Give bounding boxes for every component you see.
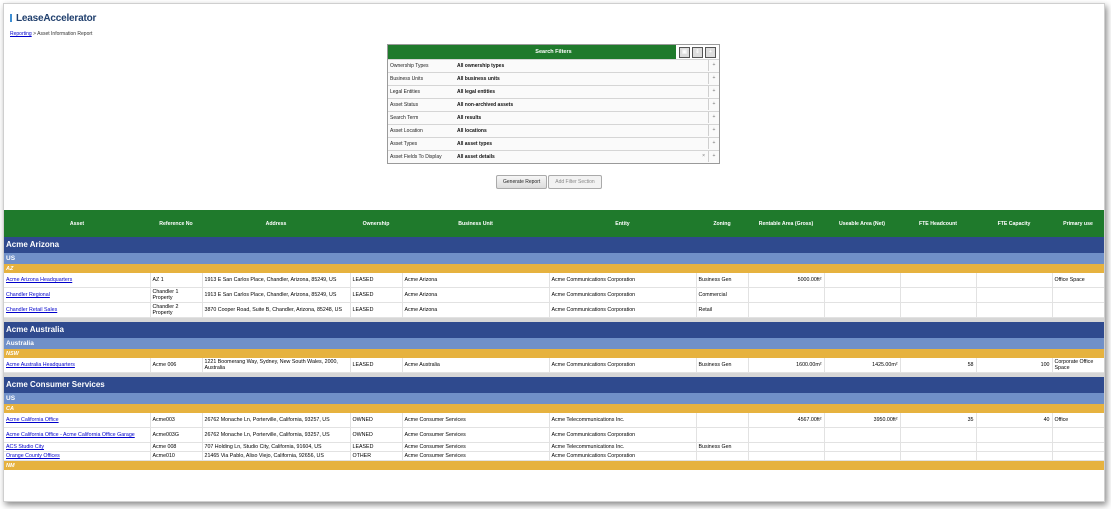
cell-useable [824,452,900,461]
cell-asset [4,273,150,288]
table-row[interactable] [4,428,1104,443]
group-region: NSW [4,349,1104,358]
filter-value: All legal entities [457,89,496,95]
cell-use: Office Space [1052,273,1104,288]
cell-use [1052,452,1104,461]
group-region: CA [4,404,1104,413]
column-header[interactable]: Useable Area (Net) [824,210,900,237]
table-row[interactable] [4,452,1104,461]
load-icon[interactable]: ⇩ [692,47,703,58]
group-region: AZ [4,264,1104,273]
cell-useable [824,273,900,288]
cell-entity: Acme Communications Corporation [549,273,696,288]
cell-asset [4,413,150,428]
table-header-row [4,210,1104,237]
column-header[interactable]: Business Unit [402,210,549,237]
filter-tools [676,45,719,59]
cell-entity: Acme Telecommunications Inc. [549,443,696,452]
cell-entity: Acme Communications Corporation [549,452,696,461]
cell-capacity [976,428,1052,443]
cell-asset [4,358,150,373]
column-header[interactable]: Address [202,210,350,237]
cell-ownership: OWNED [350,428,402,443]
cell-rentable [748,443,824,452]
cell-zoning [696,413,748,428]
asset-link[interactable]: ACS Studio City [6,444,44,450]
filter-row[interactable] [388,137,719,150]
cell-rentable: 1600.00m² [748,358,824,373]
expand-icon[interactable]: + [708,112,719,123]
cell-use: Corporate Office Space [1052,358,1104,373]
column-header[interactable]: FTE Headcount [900,210,976,237]
filter-label: Asset Location [390,128,423,134]
cell-zoning: Business Gen [696,443,748,452]
asset-link[interactable]: Chandler Retail Sales [6,307,58,313]
cell-headcount [900,303,976,318]
filter-value: All results [457,115,482,121]
cell-headcount: 35 [900,413,976,428]
breadcrumb [10,31,92,37]
column-header[interactable]: Reference No [150,210,202,237]
group-region: NM [4,461,1104,471]
group-row-region [4,404,1104,413]
cell-zoning [696,428,748,443]
group-row-country [4,338,1104,349]
cell-bu: Acme Consumer Services [402,443,549,452]
table-row[interactable] [4,358,1104,373]
cell-address: 1221 Boomerang Way, Sydney, New South Wales, 2000, Australia [202,358,350,373]
cell-use [1052,288,1104,303]
cell-ref: Chandler 1 Property [150,288,202,303]
cell-use [1052,428,1104,443]
table-body [4,237,1104,470]
expand-icon[interactable]: + [708,151,719,162]
search-filters-title: Search Filters [535,49,572,55]
cell-bu: Acme Arizona [402,303,549,318]
filter-label: Asset Fields To Display [390,154,442,160]
report-window [3,3,1105,502]
filter-label: Search Term [390,115,419,121]
column-header[interactable]: Ownership [350,210,402,237]
cell-entity: Acme Communications Corporation [549,428,696,443]
group-name: Acme Consumer Services [4,377,1104,393]
column-header[interactable]: Zoning [696,210,748,237]
group-country: Australia [4,338,1104,349]
asset-link[interactable]: Orange County Offices [6,453,60,459]
cell-headcount [900,452,976,461]
cell-ref: Acme003 [150,413,202,428]
cell-ownership: OWNED [350,413,402,428]
cell-use [1052,303,1104,318]
cell-ownership: LEASED [350,303,402,318]
column-header[interactable]: Asset [4,210,150,237]
add-filter-section-button[interactable]: Add Filter Section [548,175,601,189]
asset-link[interactable]: Chandler Regional [6,292,50,298]
filter-value: All locations [457,128,487,134]
filter-row[interactable] [388,59,719,72]
cell-ownership: LEASED [350,443,402,452]
cell-ref: Chandler 2 Property [150,303,202,318]
cell-capacity: 40 [976,413,1052,428]
cell-zoning: Business Gen [696,273,748,288]
add-icon[interactable]: + [705,47,716,58]
asset-report-table [4,210,1105,470]
table-row[interactable] [4,443,1104,452]
expand-icon[interactable]: + [708,138,719,149]
breadcrumb-current: Asset Information Report [37,31,93,37]
app-logo [10,13,96,24]
cell-address: 26762 Monache Ln, Porterville, California, 93257, US [202,413,350,428]
filter-row[interactable] [388,85,719,98]
cell-capacity [976,443,1052,452]
table-row[interactable] [4,273,1104,288]
table-row[interactable] [4,303,1104,318]
cell-entity: Acme Communications Corporation [549,303,696,318]
cell-zoning: Business Gen [696,358,748,373]
cell-bu: Acme Arizona [402,273,549,288]
cell-useable [824,288,900,303]
cell-asset [4,443,150,452]
filter-rows [388,59,719,163]
cell-rentable [748,288,824,303]
cell-zoning [696,452,748,461]
cell-capacity [976,452,1052,461]
cell-address: 3870 Cooper Road, Suite B, Chandler, Arizona, 85248, US [202,303,350,318]
group-row-region [4,461,1104,471]
cell-ref: AZ 1 [150,273,202,288]
filter-label: Business Units [390,76,424,82]
cell-ownership: LEASED [350,358,402,373]
cell-headcount [900,443,976,452]
filter-row[interactable] [388,150,719,163]
cell-ownership: LEASED [350,288,402,303]
cell-entity: Acme Communications Corporation [549,358,696,373]
expand-icon[interactable]: + [708,86,719,97]
cell-useable [824,428,900,443]
cell-address: 21465 Via Pablo, Aliso Viejo, California, 92656, US [202,452,350,461]
cell-ref: Acme 008 [150,443,202,452]
expand-icon[interactable]: + [708,73,719,84]
logo-text: LeaseAccelerator [16,13,97,24]
filter-label: Legal Entities [390,89,421,95]
cell-use: Office [1052,413,1104,428]
cell-useable [824,303,900,318]
group-name: Acme Australia [4,322,1104,338]
cell-bu: Acme Consumer Services [402,452,549,461]
cell-bu: Acme Arizona [402,288,549,303]
column-header[interactable]: Entity [549,210,696,237]
filter-label: Ownership Types [390,63,429,69]
cell-rentable [748,452,824,461]
group-row-region [4,264,1104,273]
cell-asset [4,303,150,318]
save-icon[interactable]: ▣ [679,47,690,58]
filter-row[interactable] [388,111,719,124]
asset-link[interactable]: Acme California Office - Acme California Office Garage [6,432,135,438]
group-row-country [4,393,1104,404]
cell-entity: Acme Telecommunications Inc. [549,413,696,428]
cell-address: 707 Holding Ln, Studio City, California, 91604, US [202,443,350,452]
cell-bu: Acme Consumer Services [402,428,549,443]
filter-label: Asset Status [390,102,419,108]
column-header[interactable]: Rentable Area (Gross) [748,210,824,237]
expand-icon[interactable]: + [708,99,719,110]
group-name: Acme Arizona [4,237,1104,253]
cell-address: 1913 E San Carlos Place, Chandler, Arizona, 85249, US [202,288,350,303]
cell-capacity: 100 [976,358,1052,373]
cell-ref: Acme 006 [150,358,202,373]
filter-value: All asset details [457,154,495,160]
cell-bu: Acme Australia [402,358,549,373]
cell-bu: Acme Consumer Services [402,413,549,428]
filter-row[interactable] [388,124,719,137]
breadcrumb-separator: > [33,31,36,37]
cell-asset [4,428,150,443]
cell-address: 1913 E San Carlos Place, Chandler, Arizona, 85249, US [202,273,350,288]
cell-capacity [976,303,1052,318]
cell-headcount [900,288,976,303]
cell-rentable [748,428,824,443]
generate-report-button[interactable]: Generate Report [496,175,547,189]
filter-row[interactable] [388,72,719,85]
cell-zoning: Commercial [696,288,748,303]
cell-use [1052,443,1104,452]
cell-headcount [900,428,976,443]
cell-ref: Acme003G [150,428,202,443]
search-filters-header [388,45,719,59]
filter-actions [496,175,602,189]
cell-address: 26762 Monache Ln, Porterville, California, 93257, US [202,428,350,443]
cell-asset [4,288,150,303]
cell-rentable: 5000.00ft² [748,273,824,288]
cell-ownership: LEASED [350,273,402,288]
asset-link[interactable]: Acme Arizona Headquarters [6,277,73,283]
cell-ref: Acme010 [150,452,202,461]
cell-headcount [900,273,976,288]
cell-capacity [976,273,1052,288]
table-row[interactable] [4,288,1104,303]
cell-rentable [748,303,824,318]
cell-entity: Acme Communications Corporation [549,288,696,303]
filter-label: Asset Types [390,141,418,147]
group-row-business-unit [4,322,1104,338]
cell-asset [4,452,150,461]
asset-link[interactable]: Acme California Office [6,417,59,423]
cell-useable [824,443,900,452]
cell-useable: 1425.00m² [824,358,900,373]
cell-headcount: 58 [900,358,976,373]
cell-ownership: OTHER [350,452,402,461]
expand-icon[interactable]: + [708,60,719,71]
filter-value: All ownership types [457,63,505,69]
breadcrumb-reporting-link[interactable]: Reporting [10,31,32,37]
cell-zoning: Retail [696,303,748,318]
group-row-region [4,349,1104,358]
cell-capacity [976,288,1052,303]
filter-value: All business units [457,76,500,82]
column-header[interactable]: Primary use [1052,210,1104,237]
clear-icon[interactable]: × [702,153,705,159]
column-header[interactable]: FTE Capacity [976,210,1052,237]
cell-useable: 3950.00ft² [824,413,900,428]
filter-row[interactable] [388,98,719,111]
group-row-country [4,253,1104,264]
cell-rentable: 4567.00ft² [748,413,824,428]
group-country: US [4,393,1104,404]
table-row[interactable] [4,413,1104,428]
group-row-business-unit [4,237,1104,253]
search-filters-panel [387,44,720,164]
group-country: US [4,253,1104,264]
group-row-business-unit [4,377,1104,393]
expand-icon[interactable]: + [708,125,719,136]
logo-icon [10,14,15,22]
filter-value: All asset types [457,141,493,147]
asset-link[interactable]: Acme Australia Headquarters [6,362,75,368]
filter-value: All non-archived assets [457,102,514,108]
